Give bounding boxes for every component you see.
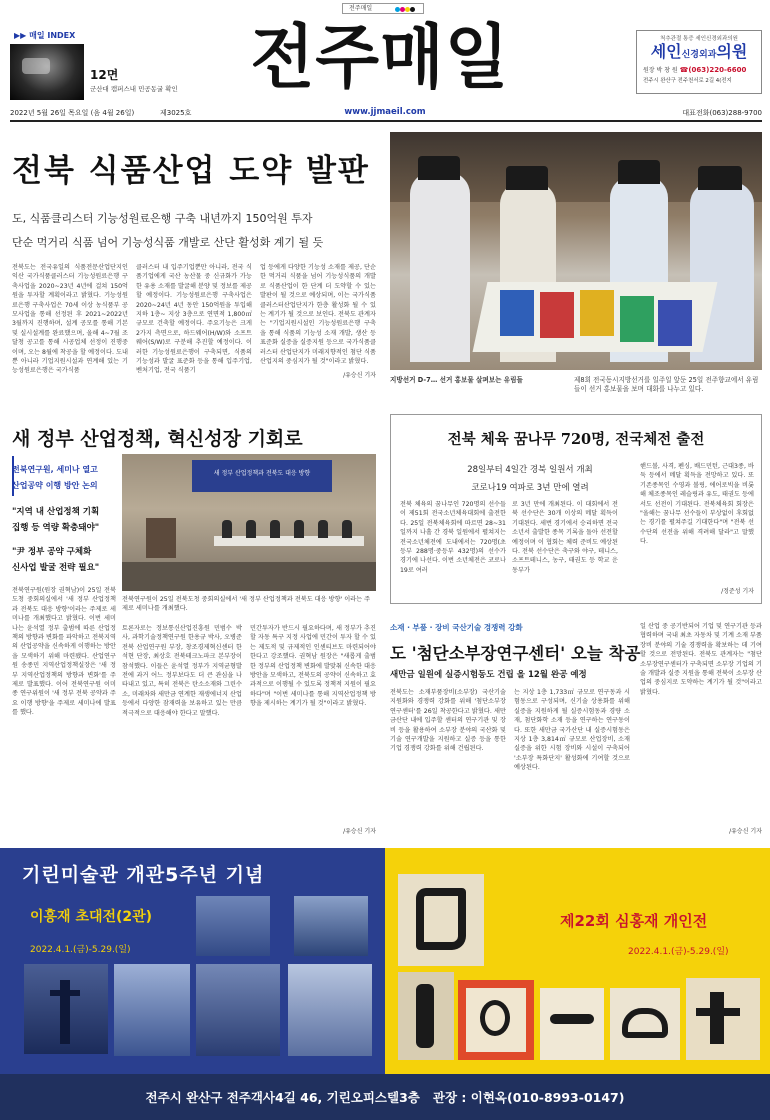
gallery-ad-title: 기린미술관 개관5주년 기념: [22, 864, 265, 886]
photo1-caption-title: 지방선거 D-7… 선거 홍보물 살펴보는 유림들: [390, 376, 523, 384]
article3-headline[interactable]: 전북 체육 꿈나무 720명, 전국체전 출전: [447, 431, 705, 448]
gallery-ad-left-title: 이흥재 초대전(2관): [30, 909, 153, 925]
artwork-blue-5: [196, 964, 280, 1056]
article3-subhead-2: 코로나19 여파로 3년 만에 열려: [471, 483, 589, 493]
cmyk-dots: [395, 6, 421, 12]
article3-body-col1: 전북 체육의 꿈나무인 720명의 선수들이 제51회 전국소년체육대회에 출전한다. 25일 전북체육회에 따르면 28~31일까지 나흘 간 경북 일원에서 펼쳐지는 전국소년체전에 도내에서는 720명(초등부 288명·중등부 432명)의 선수가 경기에 나선다. 이번 소년체전은 코로나19로 여러: [400, 501, 506, 574]
article2-kicker-2: 산업공약 이행 방안 논의: [12, 481, 98, 490]
artwork-calligraphy-5: [610, 988, 680, 1060]
article1-body-col2: 클러스터 내 입주기업뿐만 아니라, 전국 식품기업에게 국산 농산물 중 신규화가 가능한 유용 소재를 발굴해 분양 및 정보를 제공할 예정이다. 기능성원료은행 구축사업은 2020~24년 4년 동안 150억원을 투입해 지하 1층~ 지상 3층으로 연면적 1,800㎡ 규모로 건축할 예정이다. 주요기능은 크게 2가지 측면으로, 하드웨어(H/W)와 소프트웨어(S/W)로 구분해 추진할 예정이다. 이러한 기능성원료은행이 구축되면, 식품의 기능성과 발굴 표준화 등을 통해 입주기업, 벤처기업, 전국 식품기: [136, 264, 252, 375]
article1-credit: /유승신 기자: [343, 372, 376, 379]
masthead[interactable]: 전주매일: [250, 17, 510, 98]
article1-headline[interactable]: 전북 식품산업 도약 발판: [12, 153, 370, 189]
article2-kicker-1: 전북연구원, 세미나 열고: [12, 465, 98, 474]
website-link[interactable]: www.jjmaeil.com: [344, 107, 426, 117]
article4-body-col1: 전북도는 소재부품장비(소부장) 국산기술 지원화와 경쟁력 강화를 위해 '첨단소부장연구센터'를 26일 착공한다고 밝혔다. 새만금산단 내에 입주할 센터의 연구기관 및 장비 등을 활용하여 소부장 분야의 국산화 및 기술 연구개발을 지원하고 실증 등을 통한 기업 경쟁력 강화를 위해 건립된다.: [390, 689, 506, 753]
elders-photo: [390, 132, 762, 370]
article2-body-col3: 민간투자가 반드시 필요하다며, 새 정부가 추진할 자동 특구 지정 사업에 민간이 투자 할 수 있는 제도적 및 규제적인 인센티브도 마련되어야 한다고 강조했다. 권혁남 원장은 "새롭게 출범한 정부의 산업정책 변화에 발맞춰 신속한 대응 방안을 모색하고, 전북도의 공약이 신속하고 효과적으로 이행될 수 있도록 정책적 지원이 필요하다"며 "이번 세미나를 통해 지역산업정책 방향을 제시하는 계기가 될 것"이라고 밝혔다.: [250, 625, 376, 708]
index-caption: 군산대 캠퍼스내 민공동굴 확인: [90, 85, 178, 93]
color-badge: 전주매일: [342, 3, 424, 14]
gallery-ad[interactable]: [0, 848, 770, 1120]
article2-point-2a: "尹 정부 공약 구체화: [12, 547, 92, 557]
article2-headline[interactable]: 새 정부 산업정책, 혁신성장 기회로: [12, 428, 303, 450]
ad-clinic-name: 세인신경외과의원: [650, 42, 748, 61]
artwork-calligraphy-2: [398, 972, 454, 1060]
header-rule: [10, 120, 762, 122]
artwork-blue-4: [114, 964, 190, 1056]
ad-top-line: 척추관절 통증 세인신경외과의원: [660, 36, 738, 42]
gallery-ad-footer: 전주시 완산구 전주객사4길 46, 기린오피스텔3층 관장 : 이현옥(010-8993-0147): [145, 1090, 625, 1105]
article3-body-col3: 핸드볼, 사격, 펜싱, 배드민턴, 근대3종, 바둑 등에서 메달 획득을 전망하고 있다. 또 기존종목인 수영과 볼링, 에어로빅을 비롯해 체조종목인 레슬링과 유도, 태권도 등에서도 선전이 기대된다. 전북체육회 회장은 "올해는 꿈나무 선수들이 부상없이 후회없는 경기를 펼쳐주길 기대한다"며 "전북 선수단의 선전을 위해 격려해 달라"고 말했다.: [640, 463, 754, 546]
ad-director: 원장 박 창 원 ☎(063)220-6600: [643, 66, 747, 74]
article1-subhead-2: 단순 먹거리 식품 넘어 기능성식품 개발로 산단 활성화 계기 될 듯: [12, 236, 324, 249]
article4-kicker: 소재 · 부품 · 장비 국산기술 경쟁력 강화: [390, 623, 523, 632]
artwork-calligraphy-3: [458, 980, 534, 1060]
article4-body-col3: 일 산업 중 공기반되어 기업 및 연구기관 등과 협력하며 국내 최초 자동차 및 기계 소재 부품 장비 분야의 기술 경쟁력을 확보하는 데 기여할 것으로 전망된다. 전북도 관계자는 "첨단소부장연구센터가 구축되면 소부장 기업의 기술 개발과 실증 지원을 통해 전북이 소부장 산업의 중심지로 도약하는 계기가 될 것"이라고 밝혔다.: [640, 623, 762, 696]
index-photo: [10, 44, 84, 100]
gallery-ad-right-title: 제22회 심홍재 개인전: [560, 912, 708, 930]
seminar-banner: 새 정부 산업정책과 전북도 대응 방향: [213, 470, 311, 477]
article3-subhead-1: 28일부터 4일간 경북 일원서 개최: [467, 465, 593, 475]
seminar-photo-caption: 전북연구원이 25일 전북도청 중회의실에서 '새 정부 산업정책과 전북도 대응 방향' 이라는 주제로 세미나를 개최했다.: [122, 596, 371, 612]
article2-point-1b: 집행 등 역량 확충돼야": [12, 523, 100, 533]
artwork-calligraphy-6: [686, 978, 760, 1060]
header-ad[interactable]: [636, 30, 762, 94]
seminar-photo: [122, 454, 376, 591]
date-line: 2022년 5월 26일 목요일 (음 4월 26일): [10, 109, 135, 117]
article4-body-col2: 는 지상 1층 1,733㎡ 규모로 연구동과 시험동으로 구성되며, 신기술 상용화를 위해 실증을 지원하게 될 실증시험동과 경량 소재, 첨단화학 소재 등을 연구하는 연구동이다. 또한 새만금 국가산단 내 실증시험동은 지상 1층 3,814㎡ 규모로 산업장비, 소재 실증을 위한 시험 장비와 시설이 구축되어 '소부장 특화단지' 활성화에 기여할 것으로 예상된다.: [514, 689, 630, 772]
gallery-ad-right-date: 2022.4.1.(금)-5.29.(일): [628, 947, 729, 957]
article2-point-2b: 신사업 발굴 전략 필요": [12, 563, 100, 573]
article1-body-col1: 전북도는 전국유일의 식품전문산업단지인 익산 국가식품클러스터 기능성원료은행 구축사업을 2020~23년 4년에 걸쳐 150억원을 투자할 계획이라고 밝혔다. 기능성원료은행 구축사업은 70세 이상 농식품부 공모사업을 통해 선정된 후 2021~2022년 3월까지 진행하며, 설계 공모를 통해 기본 및 실시설계를 완료했으며, 올해 4~7월 조달청 공고를 통해 시공업체 선정이 진행중이며, 오는 8월에 착공을 할 예정이다. 도내뿐 아니라 기업지원시설과 연계해 있는 기능성원료은행은 국가식품: [12, 264, 128, 375]
article4-credit: /유승신 기자: [729, 828, 762, 835]
artwork-calligraphy-4: [540, 988, 604, 1060]
article2-body-col1: 전북연구원(원장 권혁남)이 25일 전북도청 중회의실에서 '새 정부 산업정책과 전북도 대응 방향'이라는 주제로 세미나를 개최했다고 밝혔다. 이번 세미나는 윤석열 정부 출범에 따른 산업정책의 방향과 변화를 파악하고 전북지역의 산업공약을 신속하게 이행하는 방안을 모색하기 위해 마련됐다. 산업연구원 송종민 지역산업정책실장은 '새 정부 지역산업정책의 방향과 변화'를 주제로 발표했다. 이어 전북연구원 이미종 연구위원이 '새 정부 전북 공약과 주요 이행 방향'을 주제로 세미나에 발표를 했다.: [12, 587, 116, 717]
article3-body-col2: 로 3년 만에 개최된다. 이 대회에서 전북 선수단은 30개 이상의 메달 획득이 기대된다. 세번 경기에서 승리하면 전국소년서 출발한 종목 기록을 돌아 선전할 예정이며 이 협회는 체력 준비도 예상된다. 전북 선수단은 축구와 야구, 테니스, 소프트테니스, 농구, 태권도 등 학교 운동부가: [512, 501, 618, 574]
article4-headline[interactable]: 도 '첨단소부장연구센터' 오늘 착공: [390, 644, 641, 663]
index-page-count: 12면: [90, 68, 119, 82]
photo1-caption: 제8회 전국동시지방선거를 일주일 앞둔 25일 전주향교에서 유림들이 선거 홍보물을 보며 대화를 나누고 있다.: [574, 376, 759, 393]
phone-number: 대표전화(063)288-9700: [682, 109, 762, 117]
article2-credit: /유승신 기자: [343, 828, 376, 835]
artwork-blue-6: [288, 964, 372, 1056]
issue-number: 제3025호: [160, 109, 192, 117]
artwork-blue-3: [24, 964, 108, 1054]
article4-subhead: 새만금 일원에 실증시험동도 건립 올 12월 완공 예정: [390, 670, 587, 680]
artwork-blue-2: [294, 896, 368, 956]
ad-address: 전주시 완산구 전주천서로 2길 4(전지: [643, 78, 732, 84]
article2-body-col2: 토론자로는 정보통신산업진흥원 민범수 박사, 과학기술정책연구원 한용규 박사, 오병준 전북 산업연구원 부장, 창조경제혁신센터 한석현 단장, 최상호 전북테크노파크 본부장이 참석했다. 이들은 윤석열 정부가 지역균형발전에 과거 어느 정부보다도 더 큰 관심을 나타내고 있고, 특히 전북은 탄소소재와 그린수소, 미래차와 새만금 연계한 재생에너지 산업 등에서 다양한 잠재력을 보유하고 있는 만큼 적극적으로 대응해야 한다고 말했다.: [122, 625, 242, 717]
article1-body-col3: 업 등에게 다양한 기능성 소재를 제공, 단순한 먹거리 식품을 넘어 기능성식품의 개발로 식품산업이 한 단계 더 도약할 수 있는 발판이 될 것으로 예상되며, 이는 국가식품클러스터산업단지가 한층 활성화 될 수 있는 계기가 될 것으로 보인다. 전북도 관계자는 "기업지원시설인 기능성원료은행 구축을 통해 식품의 기능성 소재 개발, 생산 등 표준화 실증을 실증지원 등으로 국가식품클러스터 산업단지가 미래지향적인 첨단 식품산업지의 중심지가 될 것"이라고 밝혔다.: [260, 264, 376, 366]
gallery-ad-left-date: 2022.4.1.(금)-5.29.(일): [30, 945, 131, 955]
article3-credit: /정준성 기자: [721, 588, 754, 595]
artwork-blue-1: [196, 896, 270, 956]
article2-point-1a: "지역 내 산업정책 기획: [12, 507, 100, 517]
article1-subhead-1: 도, 식품클리스터 기능성원료은행 구축 내년까지 150억원 투자: [12, 212, 313, 225]
artwork-calligraphy-1: [398, 874, 484, 966]
index-label: ▶▶ 매일 INDEX: [14, 31, 76, 40]
